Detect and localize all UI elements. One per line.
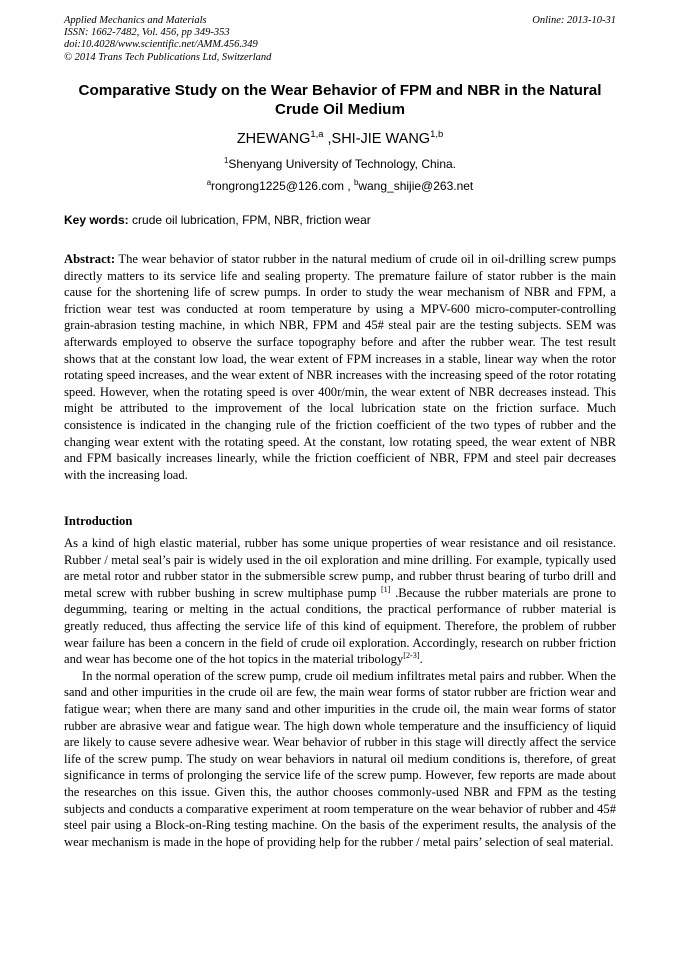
- doi-line: doi:10.4028/www.scientific.net/AMM.456.349: [64, 39, 258, 51]
- introduction-heading: Introduction: [64, 514, 133, 528]
- online-date: Online: 2013-10-31: [532, 15, 616, 26]
- issn-line: ISSN: 1662-7482, Vol. 456, pp 349-353: [64, 27, 230, 39]
- author-2: SHI-JIE WANG: [331, 131, 431, 147]
- email-b[interactable]: wang_shijie@263.net: [358, 179, 474, 193]
- keywords-label: Key words:: [64, 213, 129, 227]
- intro-paragraph-1: [64, 535, 616, 668]
- email-a[interactable]: rongrong1225@126.com: [211, 179, 344, 193]
- intro-p1-part-a: As a kind of high elastic material, rubber has some unique properties of wear resistance and oil resistance. Rubber / metal seal’s pair is widely used in the oil exploration and mine drilling. For example, typically used are metal rotor and rubber stator in the submersible screw pump, and rubber thrust bearing of turbo drill and metal screw with rubber bushing in screw multiphase pump: [64, 536, 616, 600]
- author-line: [60, 130, 620, 148]
- abstract: [64, 251, 616, 483]
- author-separator: ,: [323, 131, 332, 147]
- author-2-sup: 1,b: [430, 128, 444, 140]
- affiliation-sup: 1: [223, 156, 229, 165]
- running-header: [64, 15, 616, 64]
- intro-paragraph-2: In the normal operation of the screw pump, crude oil medium infiltrates metal pairs and rubber. When the sand and other impurities in the crude oil are few, the main wear forms of stator rubber are friction wear and fatigue wear; when there are many sand and other impurities in the crude oil, the main wear forms of stator rubber are abrasive wear and fatigue wear. The high down whole temperature and the insufficiency of liquid are likely to cause severe adhesive wear. Wear behavior of rubber in this stage will directly affect the service life of the screw pump. The study on wear behaviors in natural oil medium conditions is, therefore, of great significance in terms of prolonging the service life of the screw pump. However, few reports are made about the researches on this issue. Given this, the author chooses commonly-used NBR and FPM as the testing subjects and conducts a comparative experiment at room temperature on the wear behavior of rubber and 45# steel pair using a Block-on-Ring testing machine. On the basis of the experiment results, the analysis of the wear mechanism is made in the hope of providing help for the rubber / metal pairs’ selection of seal material.: [64, 668, 616, 849]
- abstract-label: Abstract:: [64, 252, 116, 266]
- citation-1[interactable]: [1]: [380, 584, 391, 594]
- keywords-text: crude oil lubrication, FPM, NBR, friction wear: [128, 213, 371, 227]
- keywords: [64, 213, 616, 228]
- abstract-text: The wear behavior of stator rubber in the natural medium of crude oil in oil-drilling screw pumps directly matters to its service life and sealing property. The premature failure of stator rubber is the main cause for the shortening life of screw pumps. In order to study the wear mechanism of NBR and FPM, a friction wear test was conducted at room temperature by using a MPV-600 micro-computer-controlling grain-abrasion testing machine, in which NBR, FPM and 45# steal pair are the testing subjects. SEM was afterwards employed to observe the surface topography before and after the rubber wear. The test result shows that at the constant low load, the wear extent of FPM increases in a stable, linear way when the rotor rotating speed increases, and the wear extent of NBR increases with the increasing speed of the rotor rotating speed. However, when the rotating speed is over 400r/min, the wear extent of NBR decreases instead. This might be attributed to the improvement of the local lubrication state on the friction surface. Much consistence is indicated in the changing rule of the friction coefficient of the two types of rubber and the changing wear extent with the rotating speed. At the constant, low rotating speed, the wear extent of NBR and FPM basically increases linearly, while the friction coefficient of NBR, FPM and steel pair decreases with the increasing load.: [64, 252, 616, 482]
- email-a-sup: a: [206, 178, 212, 187]
- affiliation: [60, 157, 620, 172]
- author-1-sup: 1,a: [310, 128, 324, 140]
- email-line: [60, 179, 620, 194]
- intro-p1-part-c: .: [419, 652, 423, 667]
- author-1: ZHEWANG: [236, 131, 311, 147]
- intro-p1-part-b: .Because the rubber materials are prone to degumming, tearing or melting in the actual conditions, the practical performance of rubber material is greatly reduced, thus affecting the service life of this kind of equipment. Therefore, the problem of rubber wear failure has been a concern in the field of crude oil exploration. Accordingly, research on rubber friction and wear has become one of the hot topics in the material tribology: [64, 585, 616, 667]
- affiliation-text: Shenyang University of Technology, China.: [228, 157, 457, 171]
- citation-2-3[interactable]: [2-3]: [403, 650, 420, 660]
- paper-title: Comparative Study on the Wear Behavior of FPM and NBR in the Natural Crude Oil Medium: [78, 82, 602, 118]
- email-b-sup: b: [354, 178, 359, 187]
- copyright-line: © 2014 Trans Tech Publications Ltd, Switzerland: [64, 51, 272, 63]
- email-separator: ,: [343, 179, 354, 193]
- journal-name: Applied Mechanics and Materials: [64, 15, 207, 26]
- introduction-body: [64, 535, 616, 850]
